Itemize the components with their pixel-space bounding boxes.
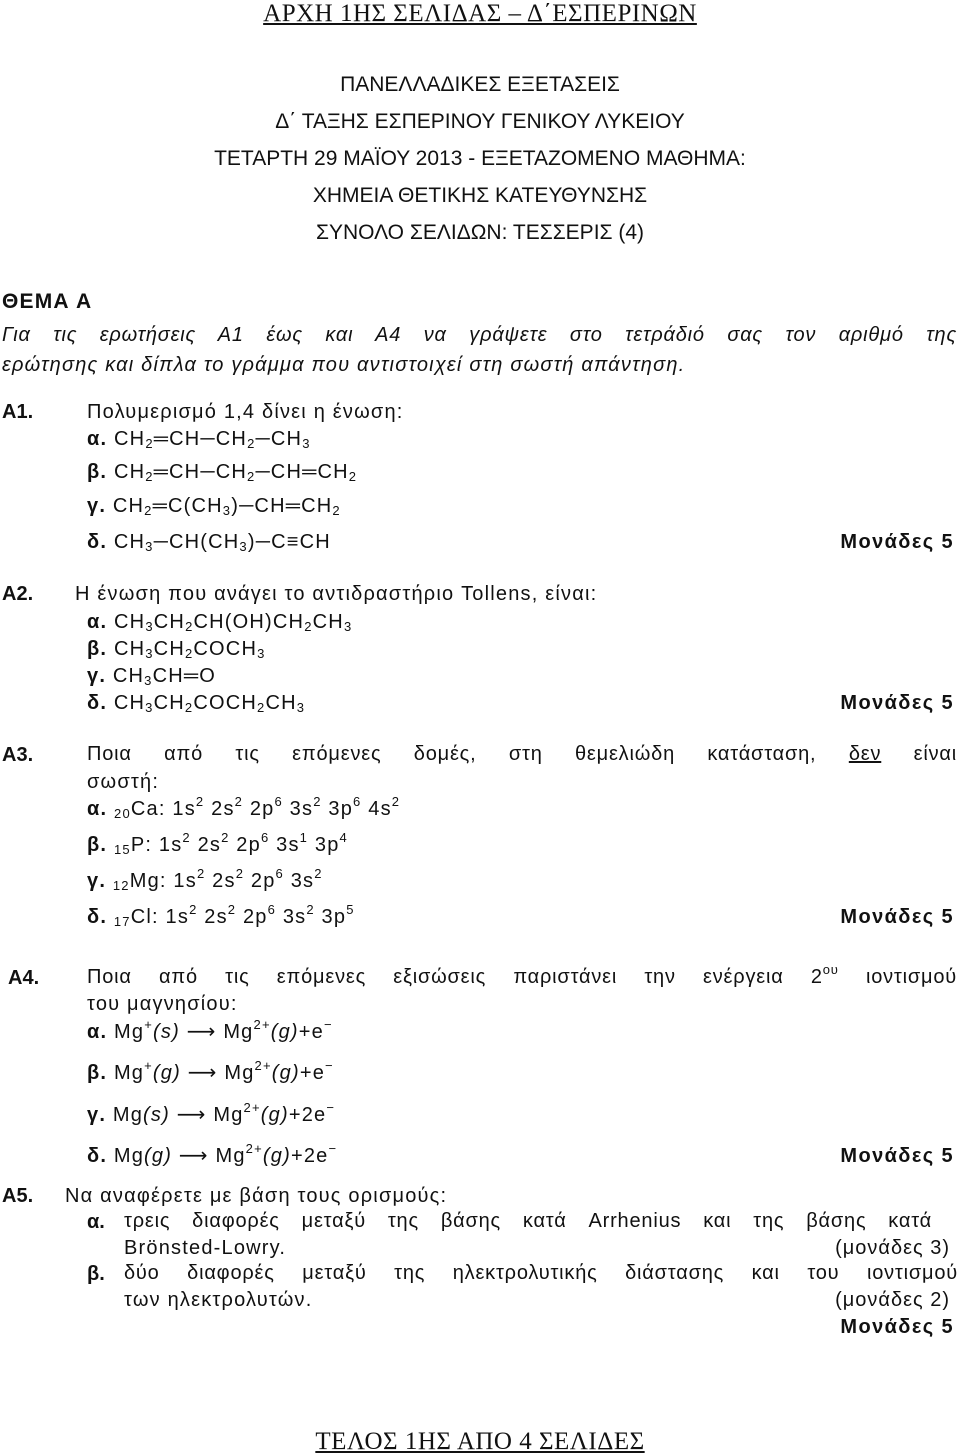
formula-text: 2s <box>204 798 235 820</box>
formula-text: Mg <box>114 1021 145 1043</box>
theme-instructions-line-2: ερώτησης και δίπλα το γράμμα που αντιστοιχεί στη σωστή απάντηση. <box>2 354 686 376</box>
formula-subscript: 3 <box>145 619 154 634</box>
q5-b-line-2: των ηλεκτρολυτών. <box>124 1289 313 1311</box>
option-letter: δ. <box>87 692 108 714</box>
formula-subscript: 2 <box>247 469 256 484</box>
q4-option-b <box>87 1058 334 1085</box>
formula-subscript: 12 <box>112 878 130 893</box>
formula-state: (g) <box>262 1145 291 1167</box>
formula-text: ─CH═CH <box>255 461 349 483</box>
q3-option-b <box>87 830 348 857</box>
formula-text: CH <box>112 495 145 517</box>
q3-text-line-1 <box>87 741 957 767</box>
q3-text-line-2: σωστή: <box>87 771 160 793</box>
formula-text: 2p <box>243 798 275 820</box>
q5-label: Α5. <box>2 1185 34 1207</box>
q5-b-line-1: δύο διαφορές μεταξύ της ηλεκτρολυτικής διάστασης και του ιοντισμού <box>124 1262 958 1284</box>
formula <box>114 611 352 633</box>
formula-subscript: 3 <box>144 673 153 688</box>
q5-units: Μονάδες 5 <box>840 1316 954 1338</box>
q1-option-c <box>87 494 341 518</box>
formula-text: 2s <box>197 906 228 928</box>
option-letter: α. <box>87 1021 108 1043</box>
option-letter: δ. <box>87 531 108 553</box>
formula-superscript: − <box>328 1141 338 1156</box>
q5-a-line-1: τρεις διαφορές μεταξύ της βάσης κατά Arrhenius και της βάσης κατά <box>124 1210 932 1232</box>
formula-subscript: 2 <box>184 646 194 661</box>
formula-text: 3p <box>314 906 347 928</box>
formula-superscript: 2 <box>306 902 315 917</box>
formula-superscript: 2 <box>221 830 230 845</box>
formula-subscript: 3 <box>302 436 311 451</box>
formula-superscript: 6 <box>260 830 270 845</box>
formula <box>114 794 401 821</box>
q3-option-a <box>87 794 401 821</box>
option-letter: β. <box>87 1062 108 1084</box>
option-letter: α. <box>87 428 108 450</box>
formula-superscript: 2 <box>189 902 198 917</box>
formula-superscript: 2+ <box>243 1100 261 1115</box>
formula-text: 3s <box>283 870 315 892</box>
formula-text: CH <box>113 531 146 553</box>
option-letter: β. <box>87 638 108 660</box>
option-letter: α. <box>87 611 108 633</box>
formula-subscript: 2 <box>247 436 256 451</box>
formula-superscript: 2+ <box>254 1058 272 1073</box>
formula-subscript: 17 <box>113 914 131 929</box>
formula-text: +2e <box>290 1145 329 1167</box>
formula-text: )─CH═CH <box>231 495 333 517</box>
q5-a-letter: α. <box>87 1211 105 1233</box>
formula <box>113 665 216 687</box>
q5-a-line-2: Brönsted-Lowry. <box>124 1237 287 1259</box>
formula-superscript: + <box>144 1058 153 1073</box>
formula-subscript: 3 <box>296 700 306 715</box>
formula-state: (s) <box>143 1104 170 1126</box>
q5-a-marks: (μονάδες 3) <box>835 1237 950 1259</box>
q4-option-c <box>87 1100 336 1127</box>
formula-text: ─CH(CH <box>153 531 240 553</box>
formula-text: 2p <box>244 870 276 892</box>
q5-text: Να αναφέρετε με βάση τους ορισμούς: <box>65 1185 448 1207</box>
formula-superscript: 4 <box>339 830 348 845</box>
formula-text: 3s <box>282 798 314 820</box>
formula-subscript: 3 <box>239 539 248 554</box>
formula <box>113 1141 338 1167</box>
formula-superscript: − <box>324 1017 333 1032</box>
q2-option-c <box>87 664 216 688</box>
q4-label: Α4. <box>8 967 40 989</box>
formula-superscript: 2 <box>182 830 191 845</box>
formula-state: (g) <box>271 1062 300 1084</box>
exam-title-line-2: Δ΄ ΤΑΞΗΣ ΕΣΠΕΡΙΝΟΥ ΓΕΝΙΚΟΥ ΛΥΚΕΙΟΥ <box>275 110 685 133</box>
formula-superscript: − <box>326 1100 336 1115</box>
formula-subscript: 2 <box>304 619 313 634</box>
theme-instructions-line-1: Για τις ερωτήσεις Α1 έως και Α4 να γράψετε στο τετράδιό σας τον αριθμό της <box>2 324 957 346</box>
q1-option-a <box>87 427 311 451</box>
formula-subscript: 2 <box>257 700 266 715</box>
formula-text: 2s <box>190 834 222 856</box>
formula <box>114 692 305 714</box>
exam-title-line-5: ΣΥΝΟΛΟ ΣΕΛΙΔΩΝ: ΤΕΣΣΕΡΙΣ (4) <box>315 221 645 244</box>
formula-subscript: 2 <box>185 619 194 634</box>
formula-superscript: 6 <box>353 794 362 809</box>
exam-title-line-3: ΤΕΤΑΡΤΗ 29 ΜΑΪΟΥ 2013 - ΕΞΕΤΑΖΟΜΕΝΟ ΜΑΘΗΜΑ: <box>214 147 746 170</box>
q3-text-part-1: Ποια από τις επόμενες δομές, στη θεμελιώδη κατάσταση, <box>87 743 817 765</box>
formula-subscript: 3 <box>257 646 266 661</box>
formula-text: ═CH─CH <box>153 461 247 483</box>
formula-text: Cl: 1s <box>130 906 190 928</box>
formula-text: ⟶ Mg <box>179 1021 254 1043</box>
formula-subscript: 20 <box>114 806 131 821</box>
q2-units: Μονάδες 5 <box>840 692 954 714</box>
formula-text: 3p <box>321 798 354 820</box>
q3-label: Α3. <box>2 744 34 766</box>
formula-state: (g) <box>270 1021 299 1043</box>
formula-text: ⟶ Mg <box>180 1062 255 1084</box>
theme-title: ΘΕΜΑ Α <box>2 290 93 313</box>
formula-superscript: 6 <box>267 902 277 917</box>
formula <box>113 495 341 517</box>
q2-label: Α2. <box>2 583 34 605</box>
q4-text-line-1 <box>87 964 957 990</box>
formula-superscript: 2 <box>234 794 244 809</box>
exam-title-line-4: ΧΗΜΕΙΑ ΘΕΤΙΚΗΣ ΚΑΤΕΥΘΥΝΣΗΣ <box>312 184 648 207</box>
formula-text: P: 1s <box>130 834 183 856</box>
q2-option-a <box>87 610 352 634</box>
formula-text: 2s <box>205 870 236 892</box>
formula-text: Mg: 1s <box>129 870 197 892</box>
formula-superscript: 2+ <box>245 1141 263 1156</box>
formula <box>113 830 348 857</box>
formula <box>114 531 331 553</box>
q4-text-part-1 <box>87 962 839 988</box>
q2-option-b <box>87 637 266 661</box>
formula-superscript: − <box>325 1058 334 1073</box>
formula-text: +e <box>299 1062 326 1084</box>
formula-text: ⟶ Mg <box>172 1145 246 1167</box>
formula-subscript: 2 <box>145 469 154 484</box>
option-letter: γ. <box>87 1104 107 1126</box>
q3-option-c <box>87 866 323 893</box>
formula-text: ═C(CH <box>152 495 223 517</box>
formula-superscript: 2 <box>313 794 322 809</box>
q3-option-d <box>87 902 355 929</box>
formula-subscript: 2 <box>348 469 358 484</box>
formula-subscript: 3 <box>145 646 154 661</box>
formula-text: CH <box>312 611 344 633</box>
q5-b-marks: (μονάδες 2) <box>835 1289 950 1311</box>
formula <box>114 428 311 450</box>
formula-text: Ca: 1s <box>130 798 196 820</box>
formula-text: CH <box>153 638 185 660</box>
formula <box>114 461 357 483</box>
formula-text: CH <box>114 611 146 633</box>
formula-text: Mg <box>112 1104 144 1126</box>
formula-subscript: 2 <box>144 503 153 518</box>
formula <box>114 1017 333 1043</box>
q4-units: Μονάδες 5 <box>840 1145 954 1167</box>
formula-superscript: 2 <box>391 794 401 809</box>
formula-text: 3p <box>308 834 340 856</box>
formula-superscript: 6 <box>275 866 284 881</box>
option-letter: δ. <box>87 1145 108 1167</box>
formula-superscript: 2 <box>235 866 245 881</box>
formula-text: CH <box>113 692 146 714</box>
formula <box>112 1100 336 1126</box>
formula-superscript: 1 <box>299 830 309 845</box>
formula-text: CH <box>265 692 297 714</box>
q1-units: Μονάδες 5 <box>840 531 954 553</box>
formula-text: Mg <box>113 1145 145 1167</box>
formula <box>113 1058 334 1084</box>
page-header: ΑΡΧΗ 1ΗΣ ΣΕΛΙΔΑΣ – Δ΄ΕΣΠΕΡΙΝΩΝ <box>263 0 697 27</box>
formula-text: CH <box>114 428 146 450</box>
formula-text: CH <box>113 638 146 660</box>
page-footer: ΤΕΛΟΣ 1ΗΣ ΑΠΟ 4 ΣΕΛΙΔΕΣ <box>315 1428 645 1455</box>
formula-subscript: 2 <box>184 700 194 715</box>
formula-text: Mg <box>113 1062 145 1084</box>
formula-text: +e <box>298 1021 324 1043</box>
formula-text: 2p <box>236 906 268 928</box>
exam-title-line-1: ΠΑΝΕΛΛΑΔΙΚΕΣ ΕΞΕΤΑΣΕΙΣ <box>340 73 620 96</box>
q4-option-a <box>87 1017 333 1044</box>
q5-b-letter: β. <box>87 1263 105 1285</box>
option-letter: β. <box>87 461 108 483</box>
formula-text: COCH <box>193 638 258 660</box>
q2-text: Η ένωση που ανάγει το αντιδραστήριο Tollens, είναι: <box>75 583 598 605</box>
option-letter: δ. <box>87 906 108 928</box>
formula-text: 2p <box>229 834 261 856</box>
q1-label: Α1. <box>2 401 34 423</box>
q4-option-d <box>87 1141 338 1168</box>
formula-text: CH <box>153 611 186 633</box>
formula-superscript: + <box>144 1017 154 1032</box>
option-letter: α. <box>87 798 108 820</box>
formula <box>114 638 266 660</box>
formula-superscript: 5 <box>346 902 355 917</box>
formula-subscript: 2 <box>332 503 341 518</box>
formula-text: CH═O <box>152 665 217 687</box>
formula <box>113 902 355 929</box>
q4-text-main: Ποια από τις επόμενες εξισώσεις παριστάνει την ενέργεια 2 <box>87 966 823 988</box>
formula-text: CH <box>153 692 185 714</box>
formula-text: CH <box>112 665 145 687</box>
formula-superscript: 2 <box>227 902 237 917</box>
formula-state: (g) <box>152 1062 181 1084</box>
formula-text: ─CH <box>255 428 303 450</box>
option-letter: γ. <box>87 495 107 517</box>
q1-option-d <box>87 530 331 554</box>
formula-state: (g) <box>144 1145 173 1167</box>
q4-text-part-2: ιοντισμού <box>865 966 957 988</box>
option-letter: β. <box>87 834 108 856</box>
formula-text: +2e <box>288 1104 327 1126</box>
formula-text: ⟶ Mg <box>169 1104 244 1126</box>
q2-option-d <box>87 691 305 715</box>
q4-text-ordinal: ου <box>822 962 839 977</box>
formula-superscript: 6 <box>274 794 283 809</box>
q4-text-line-2: του μαγνησίου: <box>87 993 238 1015</box>
option-letter: γ. <box>87 870 107 892</box>
option-letter: γ. <box>87 665 107 687</box>
q3-text-part-2: είναι <box>913 743 958 765</box>
q3-text-negation: δεν <box>848 743 882 765</box>
formula-text: 4s <box>361 798 392 820</box>
formula-text: CH(OH)CH <box>193 611 305 633</box>
formula <box>112 866 323 893</box>
q1-text: Πολυμερισμό 1,4 δίνει η ένωση: <box>87 401 404 423</box>
formula-text: COCH <box>193 692 258 714</box>
formula-superscript: 2+ <box>253 1017 271 1032</box>
formula-superscript: 2 <box>314 866 323 881</box>
formula-text: 3s <box>269 834 300 856</box>
formula-text: 3s <box>276 906 307 928</box>
formula-subscript: 3 <box>343 619 353 634</box>
formula-superscript: 2 <box>195 794 205 809</box>
q1-option-b <box>87 460 357 484</box>
formula-text: ═CH─CH <box>153 428 248 450</box>
formula-subscript: 3 <box>222 503 232 518</box>
formula-state: (g) <box>260 1104 289 1126</box>
formula-subscript: 3 <box>145 700 154 715</box>
q3-units: Μονάδες 5 <box>840 906 954 928</box>
formula-superscript: 2 <box>196 866 206 881</box>
formula-subscript: 2 <box>145 436 154 451</box>
formula-text: CH <box>113 461 146 483</box>
formula-subscript: 3 <box>145 539 154 554</box>
formula-subscript: 15 <box>113 842 131 857</box>
formula-state: (s) <box>153 1021 180 1043</box>
formula-text: )─C≡CH <box>247 531 331 553</box>
